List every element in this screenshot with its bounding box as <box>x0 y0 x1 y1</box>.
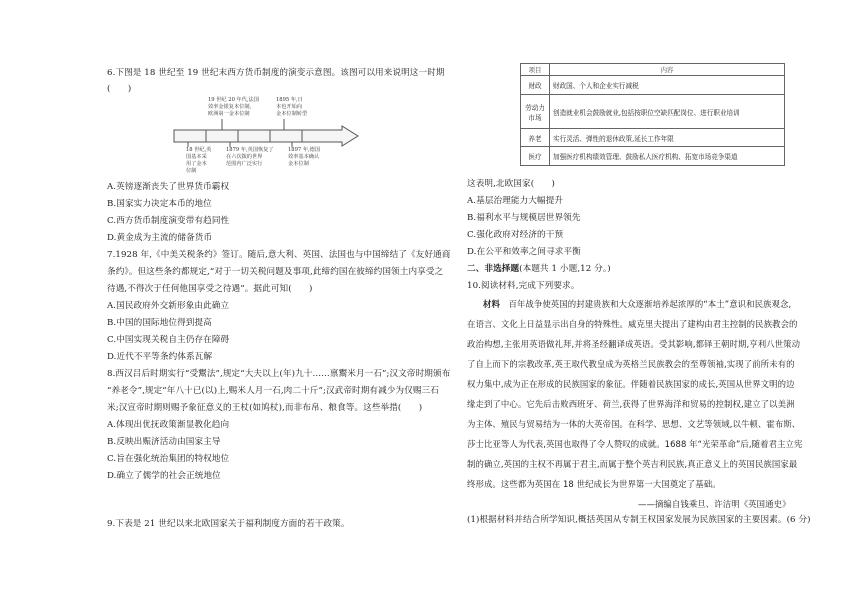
q6-option-a: A.英镑逐渐丧失了世界货币霸权 <box>107 182 230 192</box>
q7-option-d: D.近代不平等条约体系瓦解 <box>107 352 213 362</box>
table-row <box>521 76 785 95</box>
table-cell-content: 加强医疗机构绩效管理、鼓励私人医疗机构、拓宽市场竞争渠道 <box>550 147 785 166</box>
table-cell-content: 财政国、个人和企业实行减税 <box>550 76 785 95</box>
table-row <box>521 95 785 129</box>
q7-option-b: B.中国的国际地位得到提高 <box>107 318 212 328</box>
material-line-4: 了自上而下的宗教改革,英王取代教皇成为英格兰民族教会的至尊领袖,实现了前所未有的 <box>467 359 795 369</box>
q7-option-a: A.国民政府外交新形象由此确立 <box>107 301 230 311</box>
q9-option-a: A.基层治理能力大幅提升 <box>467 196 564 206</box>
timeline-caption-bottom-3: 1897 年,德国 效率基本确认 金本位制 <box>288 147 321 167</box>
q8-option-c: C.旨在强化统治集团的特权地位 <box>107 454 230 464</box>
q8-stem-line-2: “养老令”,规定“年八十已(以)上,赐米人月一石,肉二十斤”;汉武帝时期有减少为仅赐三石 <box>107 386 439 396</box>
material-line-3: 政治构想,主张用英语做礼拜,并将圣经翻译成英语。受其影响,都铎王朝时期,亨利八世策动 <box>467 339 801 349</box>
material-line-7: 为主体、殖民与贸易结为一体的大英帝国。在科学、思想、文艺等领域,以牛顿、霍布斯、 <box>467 419 801 429</box>
q9-stem: 9.下表是 21 世纪以来北欧国家关于福利制度方面的若干政策。 <box>107 519 350 529</box>
section-2-heading <box>467 263 611 275</box>
q8-option-d: D.确立了儒学的社会正统地位 <box>107 471 221 481</box>
table-header-item: 项目 <box>521 64 550 76</box>
table-header-content: 内容 <box>550 64 785 76</box>
q7-stem-line-1: 7.1928 年,《中美关税条约》签订。随后,意大利、英国、法国也与中国缔结了《友好通商 <box>107 250 451 260</box>
table-cell-content: 创造就业机会鼓励就业,包括按职位空缺匹配岗位、进行职业培训 <box>550 95 785 129</box>
material-source: ——摘编自钱乘旦、许洁明《英国通史》 <box>638 499 791 509</box>
material-label: 材料 <box>483 299 500 309</box>
material-line-2: 在语言、文化上日益显示出自身的特殊性。威克里夫提出了建构由君主控制的民族教会的 <box>467 319 798 329</box>
q6-stem: 6.下图是 18 世纪至 19 世纪末西方货币制度的演变示意图。该图可以用来说明这一时期 <box>107 68 445 78</box>
table-cell-item: 劳动力市场 <box>521 95 550 129</box>
table-row <box>521 129 785 147</box>
q8-option-a: A.体现出优抚政策渐显教化趋向 <box>107 420 230 430</box>
material-line-9: 制的确立,英国的主权不再属于君主,而属于整个英吉利民族,真正意义上的英国民族国家最 <box>467 459 798 469</box>
q9-conclusion-stem: 这表明,北欧国家( ) <box>467 179 555 189</box>
q9-option-d: D.在公平和效率之间寻求平衡 <box>467 247 581 257</box>
section-2-note: (本题共 1 小题,12 分。) <box>519 264 611 274</box>
welfare-policy-table <box>520 63 785 166</box>
table-cell-item: 医疗 <box>521 147 550 166</box>
timeline-caption-bottom-1: 18 世纪,英 国基本采 用了金本 位制 <box>186 147 212 174</box>
material-line-10: 终形成。这些都为英国在 18 世纪成长为世界第一大国奠定了基础。 <box>467 479 721 489</box>
q9-option-b: B.福利水平与规模居世界领先 <box>467 213 581 223</box>
table-row <box>521 147 785 166</box>
q10-stem: 10.阅读材料,完成下列要求。 <box>467 281 580 291</box>
timeline-caption-top-2: 1895 年,日 本也开始向 金本位制转型 <box>276 97 308 117</box>
q7-option-c: C.中国实现关税自主仍存在障碍 <box>107 335 230 345</box>
material-line-1 <box>483 298 791 310</box>
table-cell-content: 实行灵活、弹性的退休政策,延长工作年限 <box>550 129 785 147</box>
material-line-6: 缘走到了中心。它先后击败西班牙、荷兰,获得了世界海洋和贸易的控制权,建立了以美洲 <box>467 399 795 409</box>
material-line-5: 权力集中,成为正在形成的民族国家的象征。伴随着民族国家的成长,英国从世界文明的边 <box>467 379 795 389</box>
table-cell-item: 养老 <box>521 129 550 147</box>
q9-option-c: C.强化政府对经济的干预 <box>467 230 564 240</box>
q6-option-d: D.黄金成为主流的储备货币 <box>107 233 213 243</box>
q6-option-c: C.西方货币制度演变带有趋同性 <box>107 216 230 226</box>
section-2-title: 二、非选择题 <box>467 264 520 274</box>
material-text-1: 百年战争使英国的封建贵族和大众逐渐培养起浓厚的“本土”意识和民族观念, <box>508 299 792 309</box>
timeline-caption-top-1: 19 世纪 20 年代,法国 效率金银复本位制, 欧洲第一金本位制 <box>208 97 259 117</box>
material-line-8: 莎士比亚等人为代表,英国也取得了令人赞叹的成就。1688 年“光荣革命”后,随着君主立宪 <box>467 439 803 449</box>
q7-stem-line-3: 待遇,不得次于任何他国享受之待遇”。据此可知( ) <box>107 284 313 294</box>
q7-stem-line-2: 条约》。但这些条约都规定,“对于一切关税问题及事项,此缔约国在彼缔约国领土内享受之 <box>107 267 444 277</box>
timeline-caption-bottom-2: 1879 年,英国恢复了 在六次拨的世界 范围内广泛实行 <box>226 147 274 167</box>
q8-option-b: B.反映出赈济活动由国家主导 <box>107 437 221 447</box>
q8-stem-line-1: 8.西汉吕后时期实行“受鬻法”,规定“大夫以上(年)九十……禀鬻米月一石”;汉文帝时期颁布 <box>107 369 451 379</box>
table-header-row <box>521 64 785 76</box>
q6-answer-blank: ( ) <box>107 84 132 94</box>
q8-stem-line-3: 米;汉宣帝时期则赐予象征意义的王杖(如鸠杖),而非布帛、粮食等。这些举措( ) <box>107 403 423 413</box>
q10-subquestion-1: (1)根据材料并结合所学知识,概括英国从专制王权国家发展为民族国家的主要因素。(6 分) <box>467 515 811 525</box>
q6-option-b: B.国家实力决定本币的地位 <box>107 199 212 209</box>
table-cell-item: 财政 <box>521 76 550 95</box>
currency-timeline-diagram <box>172 97 362 177</box>
